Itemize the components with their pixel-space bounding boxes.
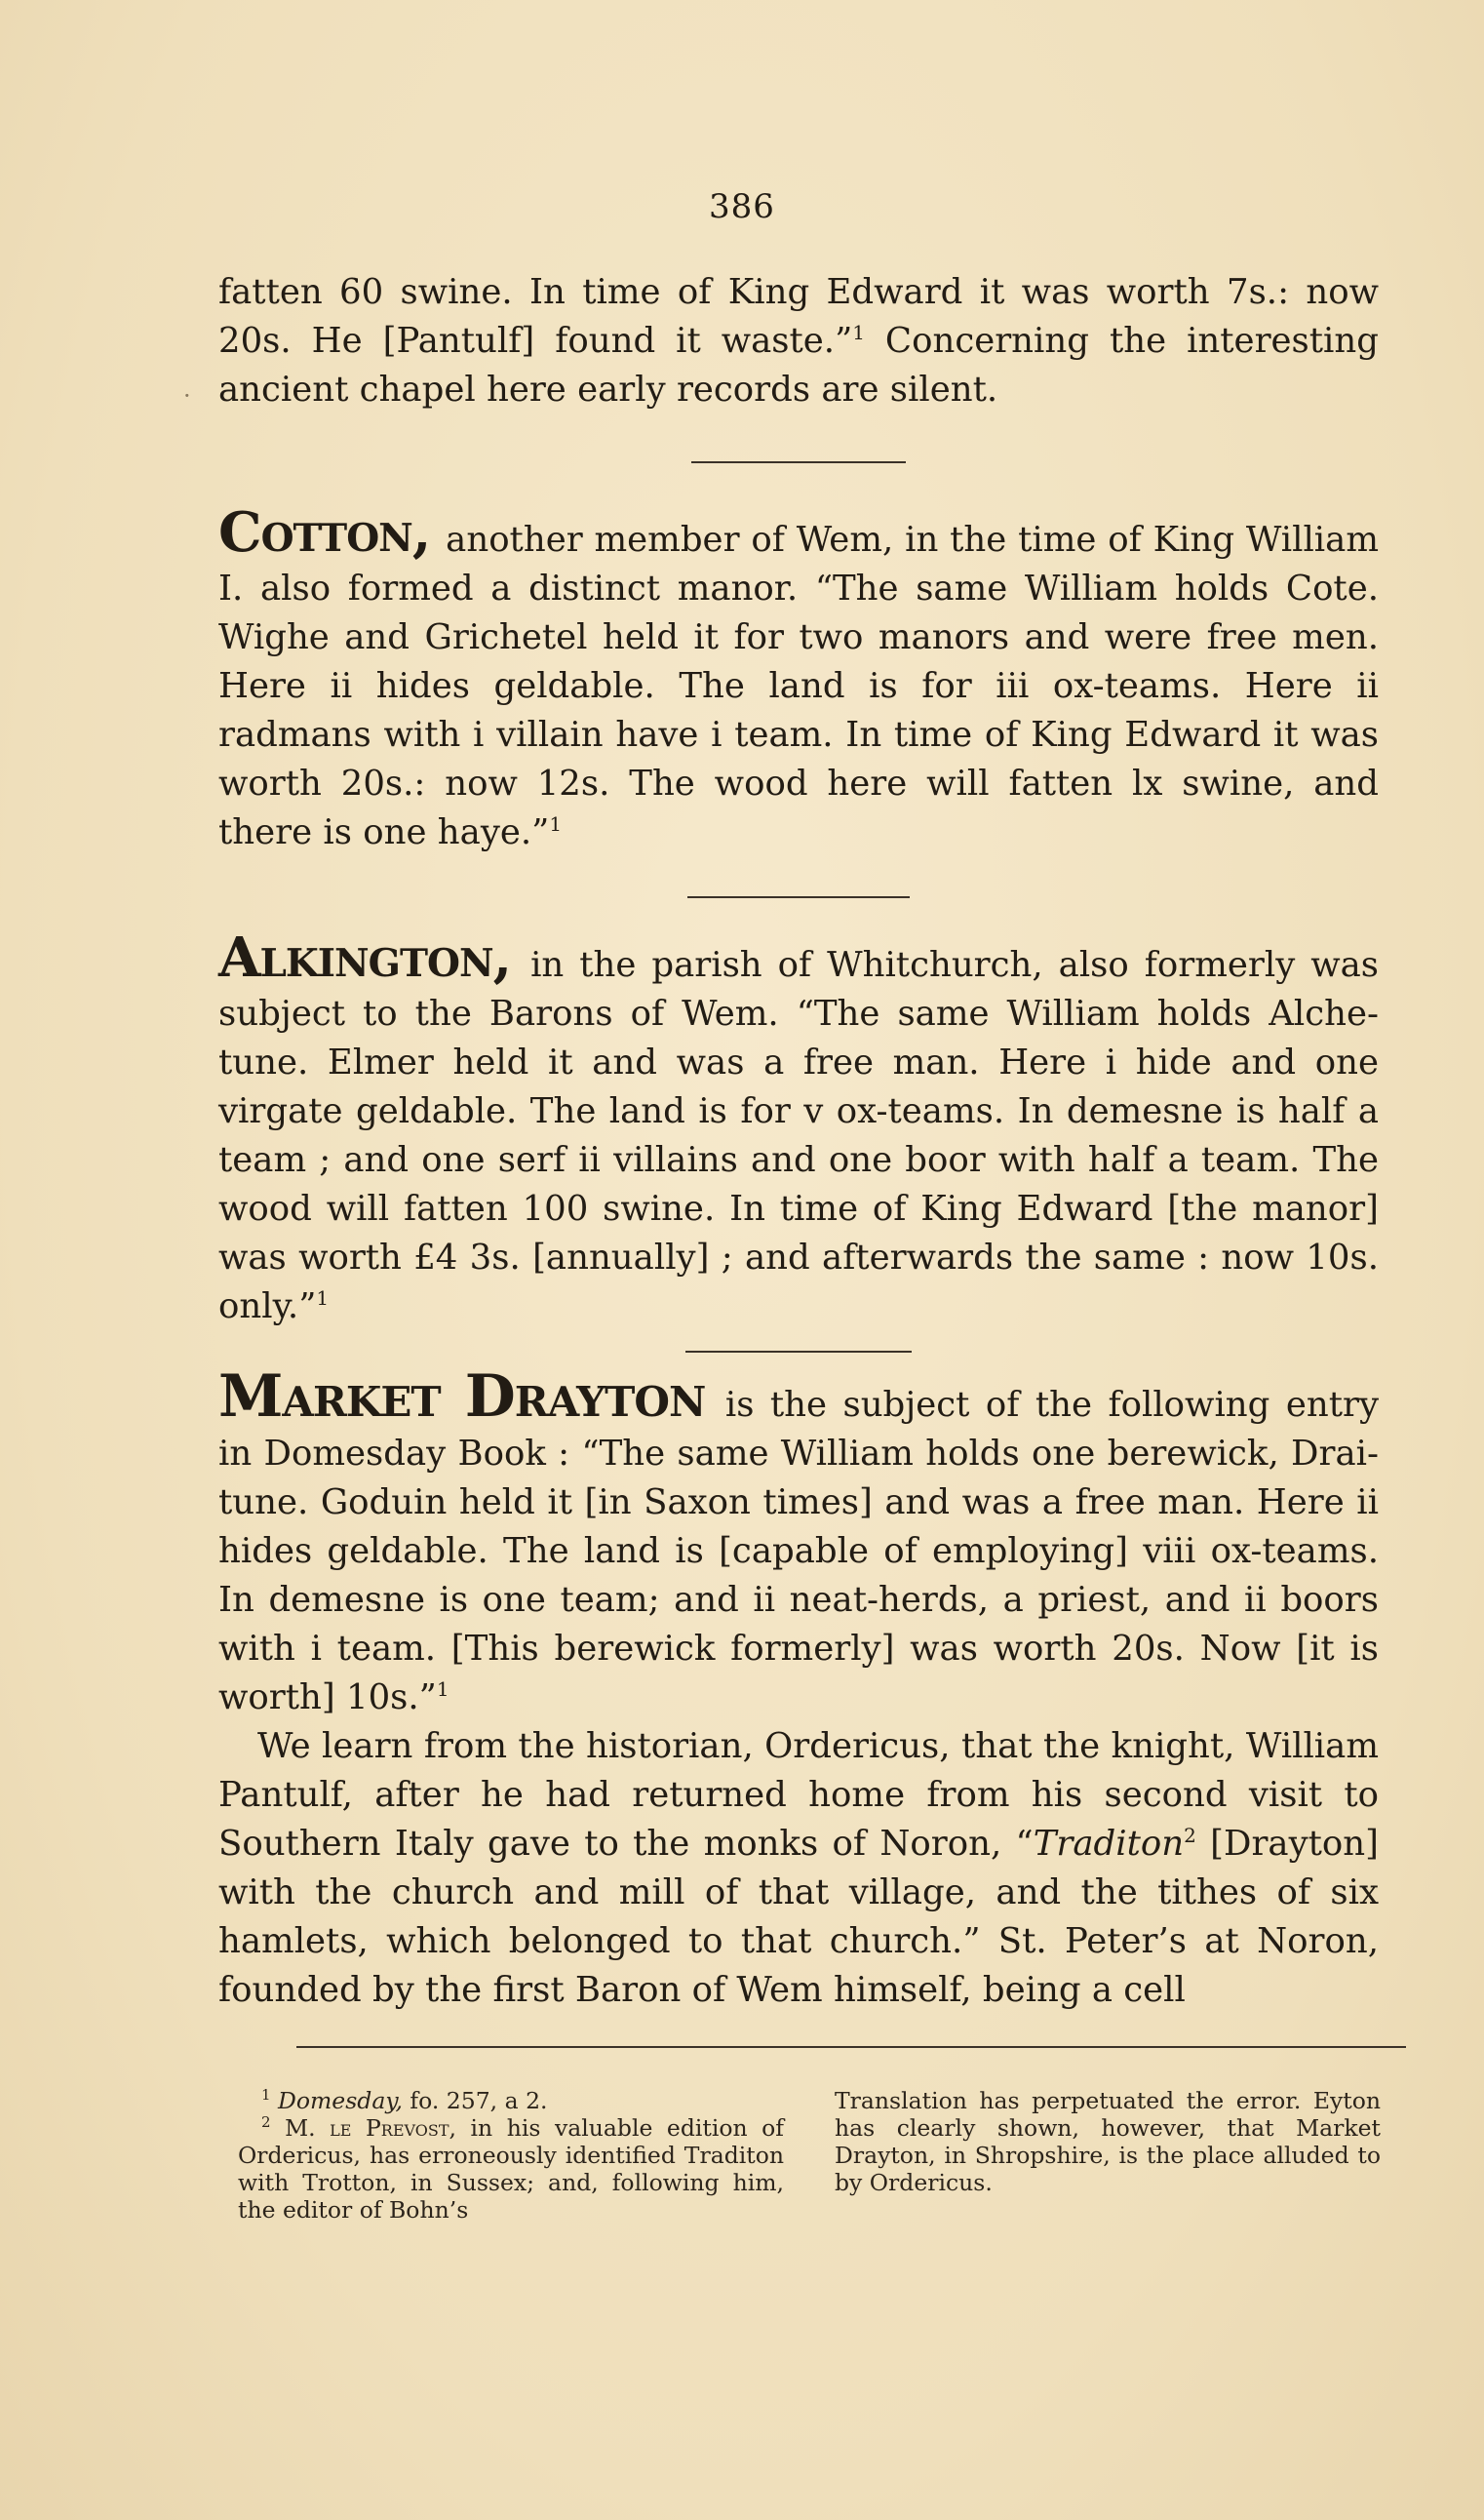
intro-text: fatten 60 swine. In time of King Edward it was worth 7s.: now 20s. He [Pantulf] found it waste.”: [218, 272, 1379, 361]
footnote-ref: 1: [316, 1286, 330, 1311]
main-text: [218, 268, 1379, 2015]
footnote-1-text: fo. 257, a 2.: [402, 2087, 548, 2114]
footnote-1-source: Domesday,: [278, 2087, 403, 2114]
footnote-ref: 1: [549, 812, 563, 837]
footnote-1-number: 1: [261, 2086, 271, 2105]
ordericus-text: We learn from the historian, Ordericus, that the knight, William Pantulf, after he had returned home from his second visit to Southern Italy gave to the monks of Noron, “: [218, 1726, 1379, 1864]
market-drayton-entry: [218, 1362, 1379, 1722]
alkington-heading: Alkington,: [218, 925, 512, 990]
margin-mark: ·: [183, 382, 191, 410]
footnote-2-author: M. le Prevost,: [285, 2114, 457, 2142]
traditon-italic: Traditon: [1033, 1824, 1185, 1864]
footnotes-left-column: [238, 2087, 784, 2224]
alkington-text: in the parish of Whitchurch, also formerly was subject to the Barons of Wem. “The same William holds Alche-tune. Elmer held it and was a free man. Here i hide and one virgate geldable. The land is for v ox-teams. In demesne is half a team ; and one serf ii villains and one boor with half a team. The wood will fatten 100 swine. In time of King Edward [the manor] was worth £4 3s. [annually] ; and afterwards the same : now 10s. only.”: [218, 945, 1379, 1326]
page-number: 386: [709, 187, 775, 226]
footnote-2-text: in his valuable edition of Ordericus, has erroneously identified Traditon with Trotton, in Sussex; and, following him, the editor of Bohn’s: [238, 2114, 784, 2224]
footnote-divider: [296, 2046, 1406, 2048]
section-divider: [687, 896, 910, 898]
footnote-ref: 1: [436, 1677, 449, 1702]
footnotes-right-column: [835, 2087, 1381, 2224]
cotton-text: another member of Wem, in the time of King William I. also formed a distinct manor. “The same William holds Cote. Wighe and Grichetel held it for two manors and were free men. Here ii hides geldable. The land is for iii ox-teams. Here ii radmans with i villain have i team. In time of King Edward it was worth 20s.: now 12s. The wood here will fatten lx swine, and there is one haye.”: [218, 520, 1379, 852]
market-drayton-heading: Market Drayton: [218, 1362, 706, 1431]
ordericus-text-2: [Drayton] with the church and mill of that village, and the tithes of six hamlets, which belonged to that church.” St. Peter’s at Noron, founded by the first Baron of Wem himself, being a cell: [218, 1824, 1379, 2010]
footnote-1: [238, 2087, 784, 2114]
alkington-entry: [218, 925, 1379, 1331]
footnote-2-number: 2: [261, 2113, 271, 2132]
ordericus-paragraph: [218, 1722, 1379, 2015]
footnotes: [238, 2087, 1381, 2224]
section-divider: [691, 461, 906, 463]
footnote-ref: 2: [1184, 1824, 1196, 1848]
section-divider: [685, 1351, 912, 1353]
cotton-entry: [218, 500, 1379, 857]
footnote-2: [238, 2114, 784, 2224]
intro-text-2: Concerning the interesting ancient chapel here early records are silent.: [218, 321, 1379, 410]
market-drayton-text: is the subject of the following entry in Domesday Book : “The same William holds one berewick, Drai-tune. Goduin held it [in Saxon times] and was a free man. Here ii hides geldable. The land is [capable of employing] viii ox-teams. In demesne is one team; and ii neat-herds, a priest, and ii boors with i team. [This berewick formerly] was worth 20s. Now [it is worth] 10s.”: [218, 1385, 1379, 1717]
cotton-heading: Cotton,: [218, 500, 431, 565]
footnote-2-continued: Translation has perpetuated the error. Eyton has clearly shown, however, that Market Drayton, in Shropshire, is the place alluded to by Ordericus.: [835, 2087, 1381, 2196]
footnote-ref: 1: [852, 321, 865, 345]
intro-paragraph: [218, 268, 1379, 414]
